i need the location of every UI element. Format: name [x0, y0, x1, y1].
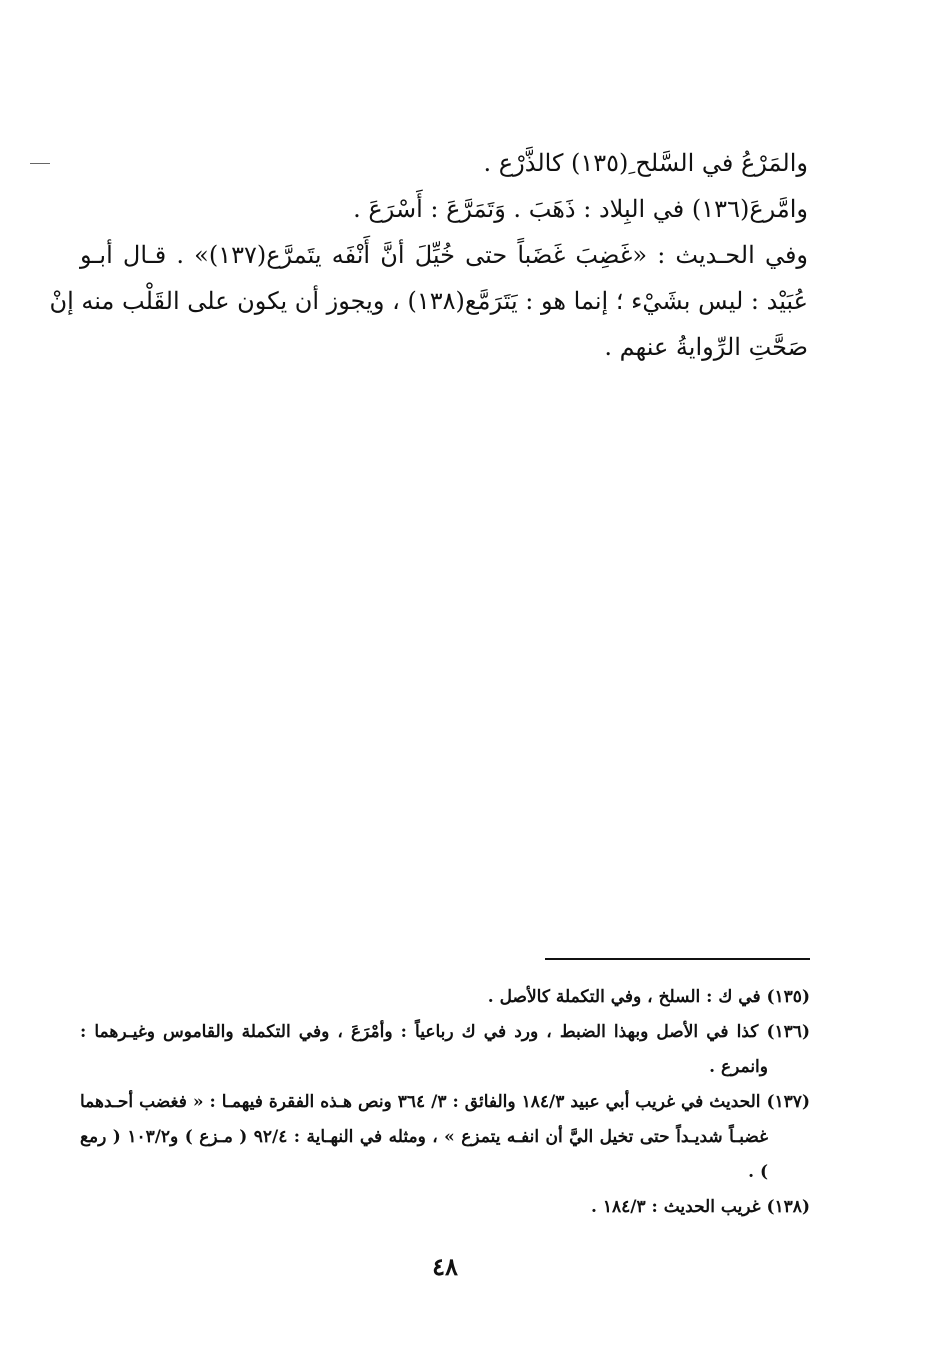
- text-line: والمَرْعُ في السَّلح ِ(١٣٥) كالذَّرْع .: [483, 149, 808, 177]
- footnotes: [80, 980, 810, 1225]
- main-text: [49, 140, 809, 370]
- footnote-135: (١٣٥) في ك : السلخ ، وفي التكملة كالأصل .: [487, 987, 810, 1007]
- text-line: عُبَيْد : ليس بشَيْء ؛ إنما هو : يَتَرَمَّع(١٣٨) ، ويجوز أن يكون على القَلْب منه إنْ: [49, 287, 808, 315]
- text-line: صَحَّتِ الرِّوايةُ عنهم .: [604, 333, 808, 361]
- footnote-136: (١٣٦) كذا في الأصل وبهذا الضبط ، ورد في ك رباعياً : وأمْرَعَ ، وفي التكملة والقاموس وغيـرهما : وانمرع .: [80, 1022, 810, 1077]
- text-line: وفي الحـديث : «غَضِبَ غَضَباً حتى خُيِّلَ أنَّ أَنْفَه يتَمرَّع(١٣٧)» . قـال أبـو: [80, 241, 809, 269]
- footnote-137: (١٣٧) الحديث في غريب أبي عبيد ١٨٤/٣ والفائق : ٣/ ٣٦٤ ونص هـذه الفقرة فيهمـا : « فغضب أحـدهما غضبـاً شديـداً حتى تخيل اليَّ أن انفـه يتمزع » ، ومثله في النهـاية : ٩٢/٤ ( مـزع ) و١٠٣/٢ ( رمع ) .: [80, 1092, 810, 1182]
- text-line: وامَّرعَ(١٣٦) في البِلاد : ذَهَبَ . وَتَمَرَّعَ : أَسْرَعَ .: [353, 195, 808, 223]
- footnote-138: (١٣٨) غريب الحديث : ١٨٤/٣ .: [591, 1197, 810, 1217]
- margin-mark: [30, 163, 50, 164]
- page-number: ٤٨: [432, 1252, 458, 1281]
- footnote-separator: [545, 958, 810, 960]
